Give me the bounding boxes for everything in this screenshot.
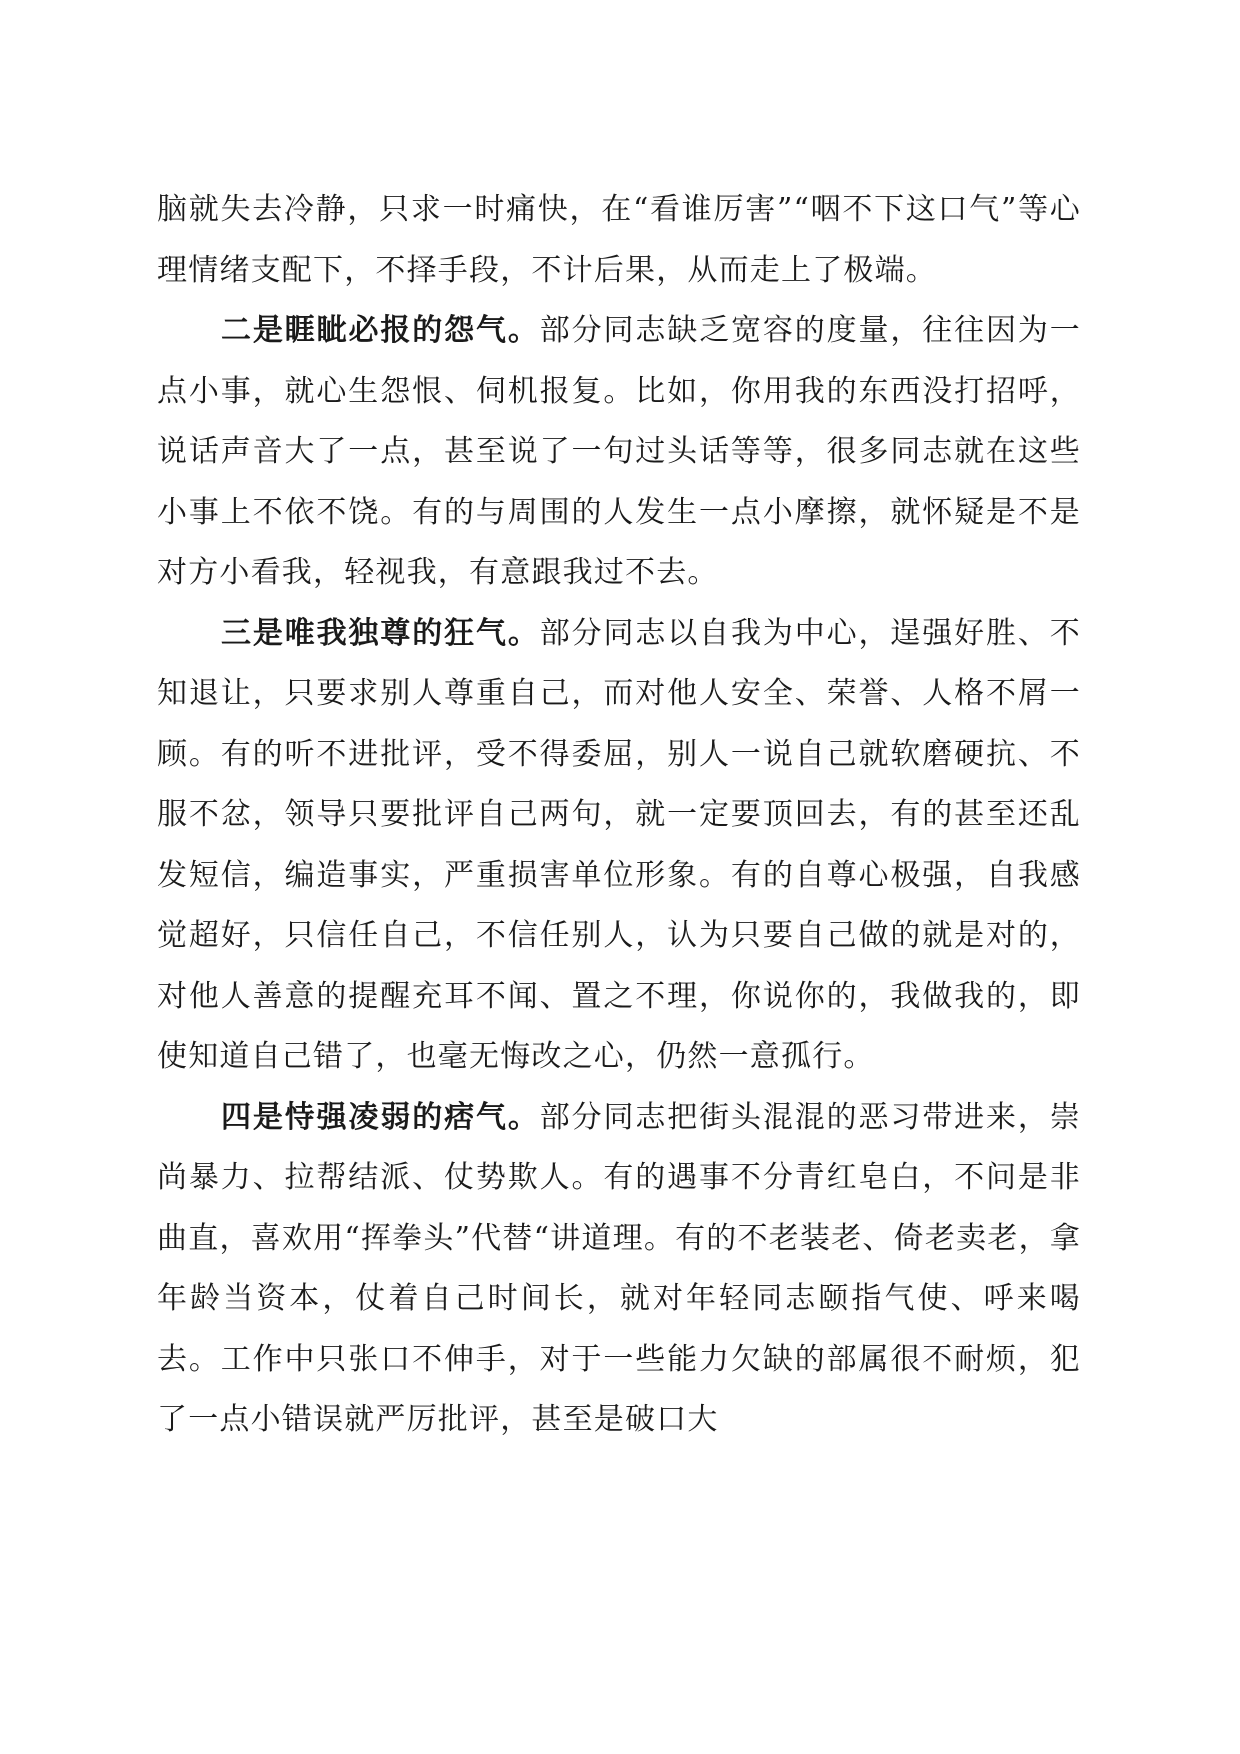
paragraph-lead: 二是睚眦必报的怨气。	[221, 313, 540, 348]
paragraph-lead: 四是恃强凌弱的痞气。	[221, 1099, 540, 1135]
paragraph-text: 脑就失去冷静，只求一时痛快，在“看谁厉害”“咽不下这口气”等心理情绪支配下，不择手段，不计后果，从而走上了极端。	[157, 192, 1081, 288]
document-page	[157, 180, 1081, 1451]
paragraph-continuation	[157, 180, 1081, 301]
paragraph-lead: 三是唯我独尊的狂气。	[221, 615, 540, 651]
paragraph-point-4	[157, 1088, 1081, 1451]
paragraph-point-3	[157, 604, 1081, 1088]
paragraph-point-2	[157, 301, 1081, 604]
paragraph-text: 部分同志把街头混混的恶习带进来，崇尚暴力、拉帮结派、仗势欺人。有的遇事不分青红皂白，不问是非曲直，喜欢用“挥拳头”代替“讲道理。有的不老装老、倚老卖老，拿年龄当资本，仗着自己时间长，就对年轻同志颐指气使、呼来喝去。工作中只张口不伸手，对于一些能力欠缺的部属很不耐烦，犯了一点小错误就严厉批评，甚至是破口大	[157, 1099, 1082, 1437]
paragraph-text: 部分同志以自我为中心，逞强好胜、不知退让，只要求别人尊重自己，而对他人安全、荣誉、人格不屑一顾。有的听不进批评，受不得委屈，别人一说自己就软磨硬抗、不服不忿，领导只要批评自己两句，就一定要顶回去，有的甚至还乱发短信，编造事实，严重损害单位形象。有的自尊心极强，自我感觉超好，只信任自己，不信任别人，认为只要自己做的就是对的，对他人善意的提醒充耳不闻、置之不理，你说你的，我做我的，即使知道自己错了，也毫无悔改之心，仍然一意孤行。	[157, 615, 1082, 1074]
paragraph-text: 部分同志缺乏宽容的度量，往往因为一点小事，就心生怨恨、伺机报复。比如，你用我的东西没打招呼，说话声音大了一点，甚至说了一句过头话等等，很多同志就在这些小事上不依不饶。有的与周围的人发生一点小摩擦，就怀疑是不是对方小看我，轻视我，有意跟我过不去。	[157, 313, 1082, 590]
